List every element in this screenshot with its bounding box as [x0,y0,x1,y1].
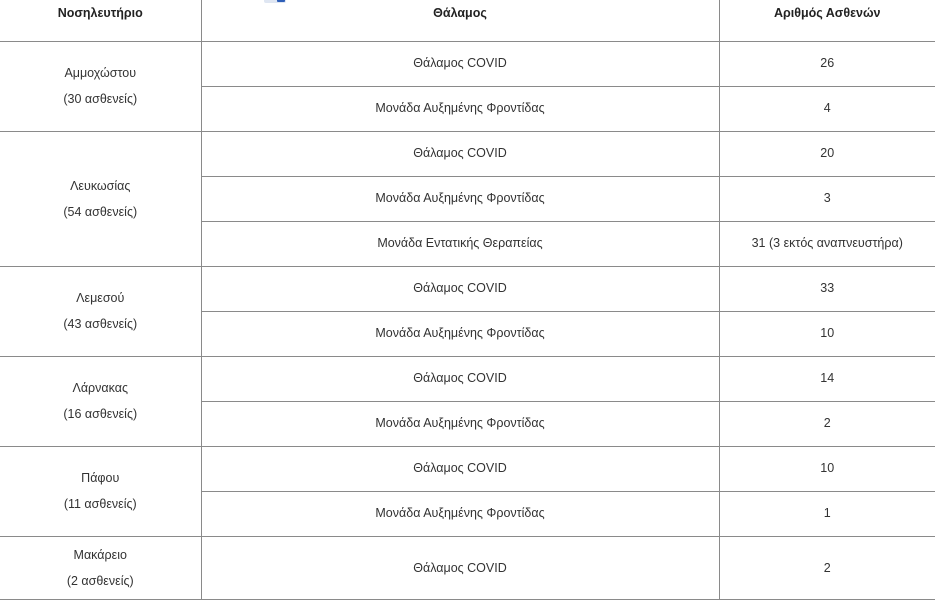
table-row [0,266,935,311]
patient-count-cell: 2 [719,536,935,599]
table-row [0,41,935,86]
patient-count-cell: 33 [719,266,935,311]
patient-count-cell: 3 [719,176,935,221]
ward-cell: Μονάδα Εντατικής Θεραπείας [201,221,719,266]
ward-cell: Θάλαμος COVID [201,356,719,401]
header-hospital: Νοσηλευτήριο [0,0,201,41]
copy-icon[interactable] [262,0,288,7]
hospital-cell [0,446,201,536]
hospital-cell [0,266,201,356]
ward-cell: Μονάδα Αυξημένης Φροντίδας [201,176,719,221]
table-row [0,536,935,599]
ward-cell: Μονάδα Αυξημένης Φροντίδας [201,86,719,131]
ward-cell: Μονάδα Αυξημένης Φροντίδας [201,311,719,356]
table-row [0,131,935,176]
patient-count-cell: 14 [719,356,935,401]
patient-count-cell: 31 (3 εκτός αναπνευστήρα) [719,221,935,266]
hospital-total: (30 ασθενείς) [63,92,138,106]
patient-count-cell: 2 [719,401,935,446]
hospital-total: (11 ασθενείς) [63,497,137,511]
table-row [0,356,935,401]
hospital-cell [0,356,201,446]
ward-cell: Θάλαμος COVID [201,536,719,599]
patient-count-cell: 4 [719,86,935,131]
hospital-name: Λάρνακας [72,381,128,395]
patient-count-cell: 10 [719,446,935,491]
ward-cell: Θάλαμος COVID [201,41,719,86]
header-patients: Αριθμός Ασθενών [719,0,935,41]
hospital-cell [0,536,201,599]
table-header-row [0,0,935,41]
ward-cell: Θάλαμος COVID [201,131,719,176]
hospital-name: Μακάρειο [73,547,127,562]
hospital-name: Λεμεσού [76,291,125,305]
hospital-total: (54 ασθενείς) [63,204,138,219]
patient-count-cell: 10 [719,311,935,356]
patient-count-cell: 20 [719,131,935,176]
hospital-total: (16 ασθενείς) [63,407,138,421]
hospital-name: Αμμοχώστου [64,66,137,80]
table-row [0,446,935,491]
hospital-total: (43 ασθενείς) [63,317,138,331]
ward-cell: Μονάδα Αυξημένης Φροντίδας [201,401,719,446]
hospital-cell [0,131,201,266]
hospital-cell [0,41,201,131]
patient-count-cell: 1 [719,491,935,536]
header-ward [201,0,719,41]
ward-cell: Θάλαμος COVID [201,446,719,491]
header-ward-label: Θάλαμος [433,6,487,20]
ward-cell: Θάλαμος COVID [201,266,719,311]
ward-cell: Μονάδα Αυξημένης Φροντίδας [201,491,719,536]
hospital-total: (2 ασθενείς) [66,573,134,588]
hospital-name: Λευκωσίας [70,178,131,193]
table-body [0,41,935,599]
hospital-name: Πάφου [81,471,120,485]
patient-count-cell: 26 [719,41,935,86]
